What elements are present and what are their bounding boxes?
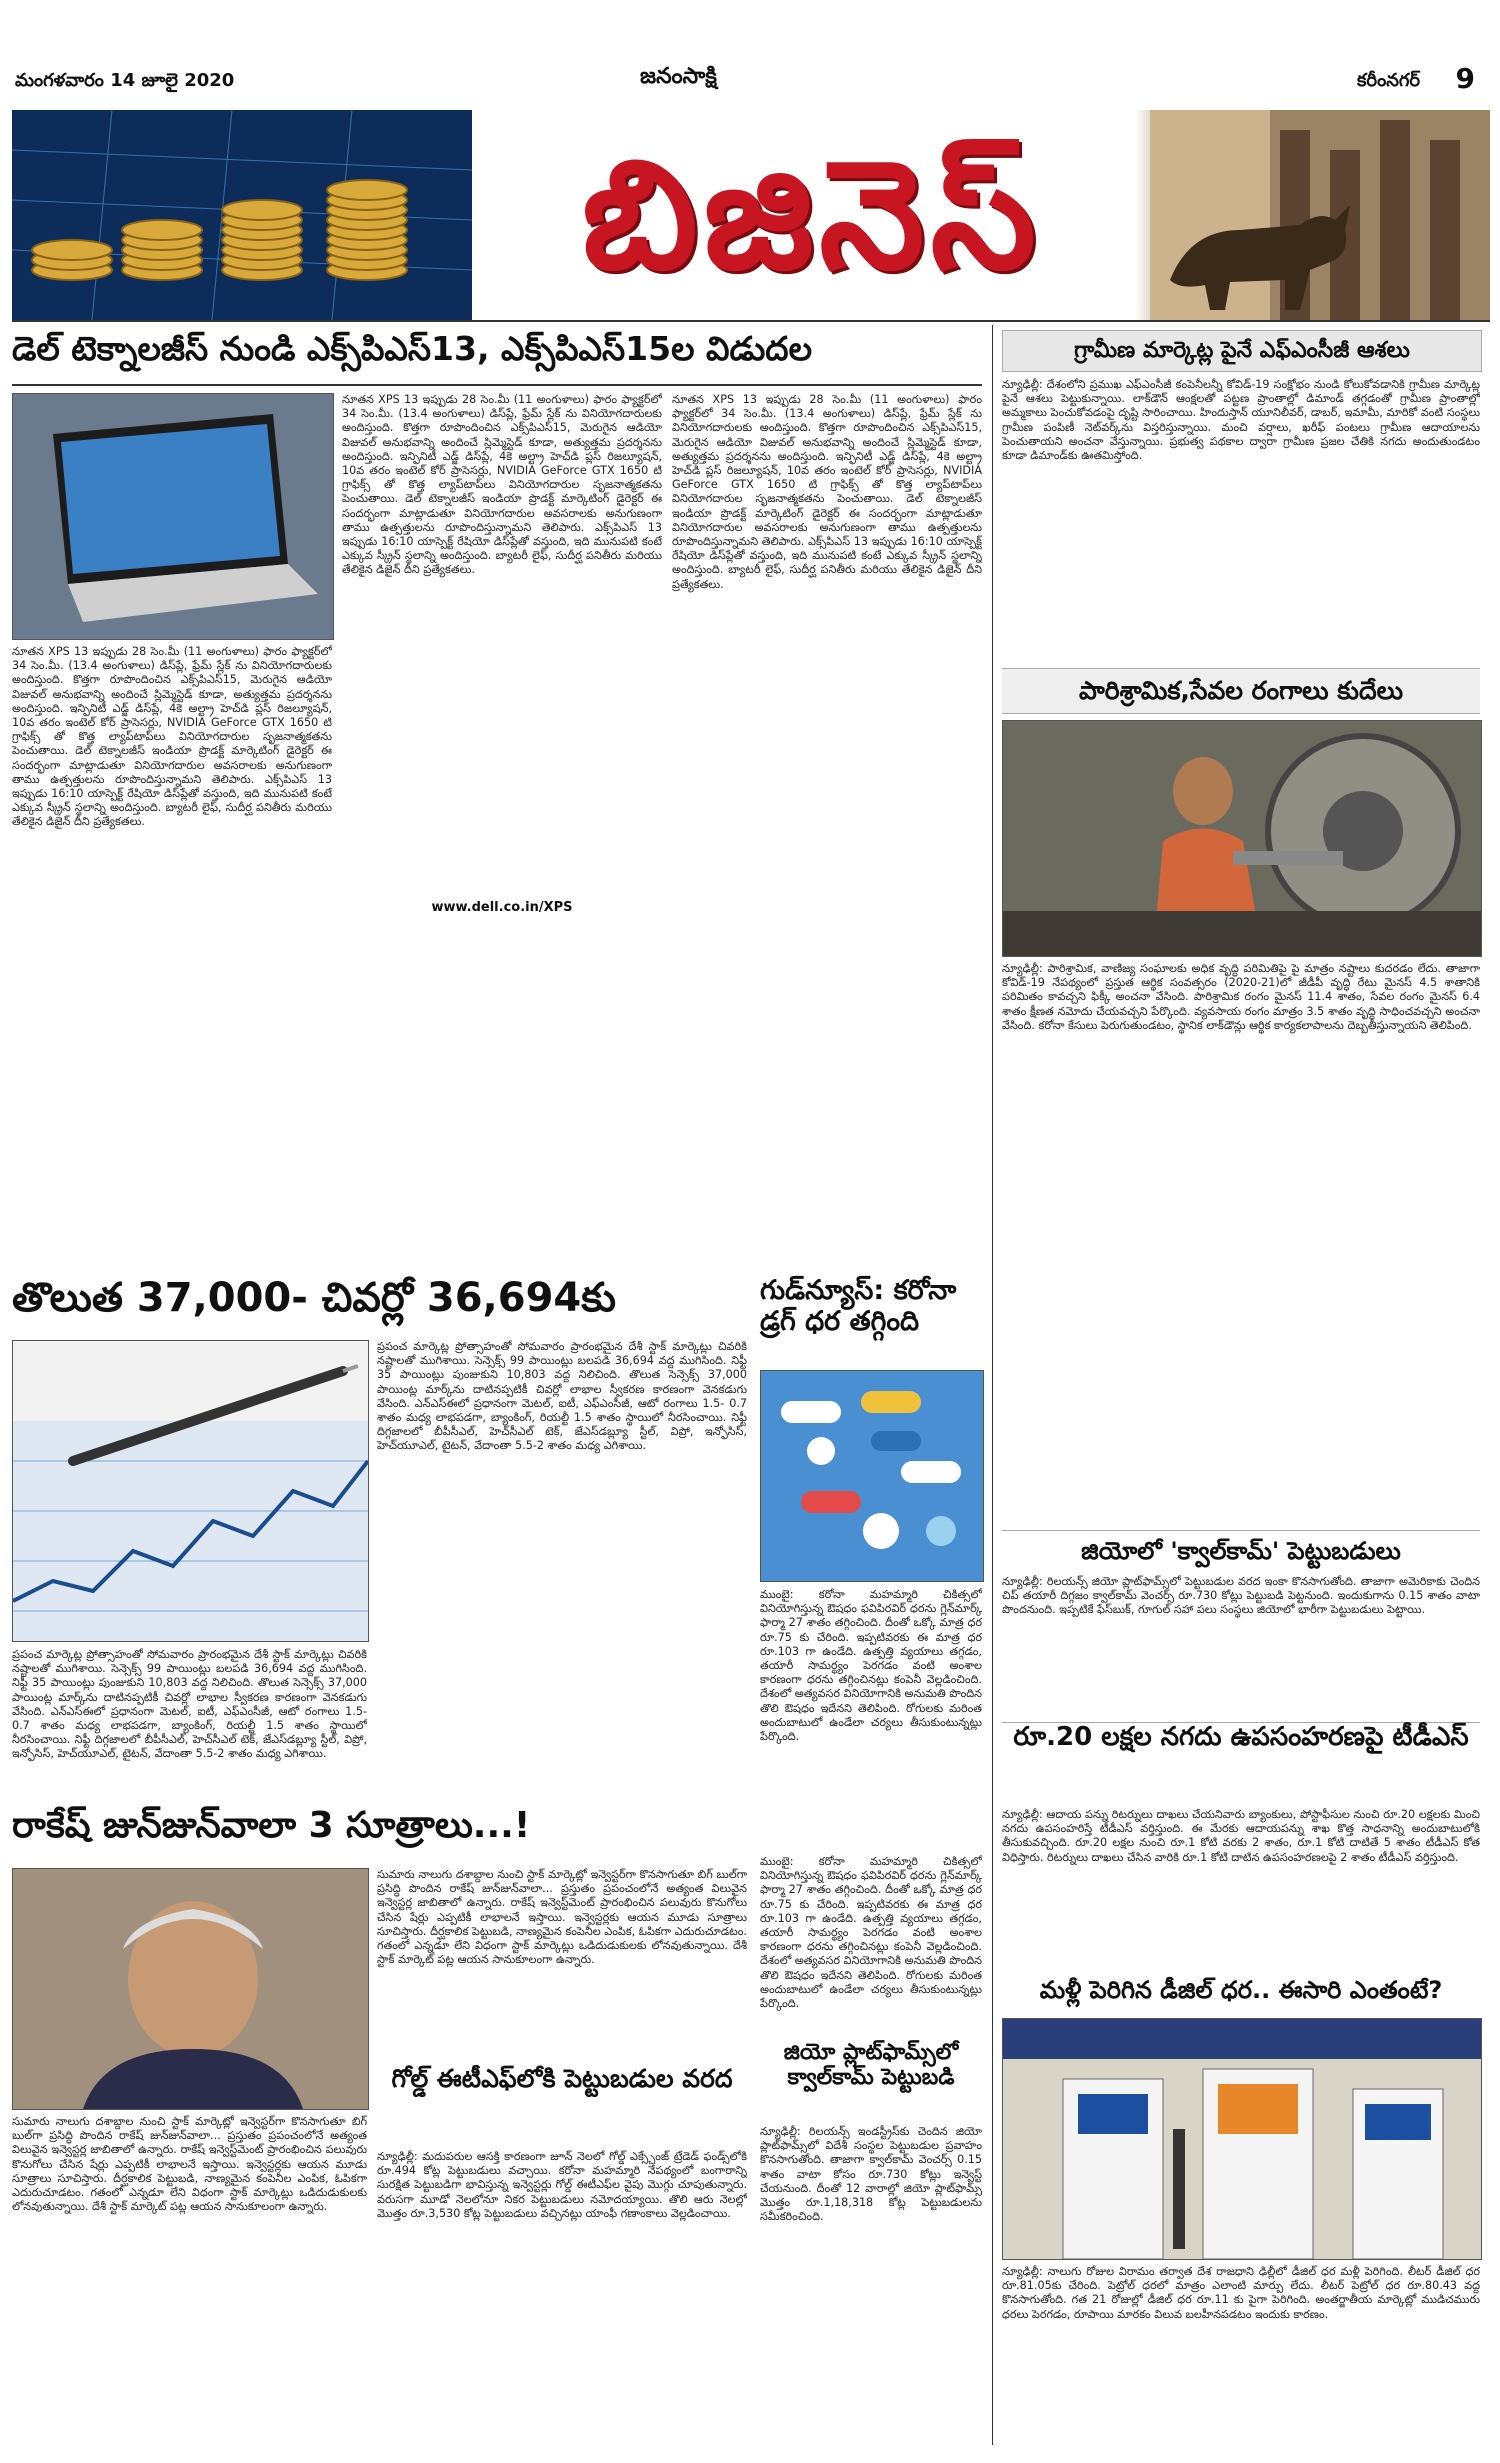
gold-body: న్యూఢిల్లీ: మదుపరుల ఆసక్తి కారణంగా జూన్ నెలలో గోల్డ్ ఎక్స్చేంజ్ ట్రేడెడ్ ఫండ్స్‌లోకి రూ.494 కోట్ల పెట్టుబడులు వచ్చాయి. కరోనా మహమ్మారి నేపథ్యంలో బంగారాన్ని సురక్షిత పెట్టుబడిగా భావిస్తున్న ఇన్వెస్టర్లు గోల్డ్ ఈటీఎఫ్‌ల వైపు మొగ్గు చూపుతున్నారు. వరుసగా మూడో నెలలోనూ నికర పెట్టుబడులు నమోదయ్యాయి. తొలి ఆరు నెలల్లో మొత్తం రూ.3,530 కోట్ల పెట్టుబడులు వచ్చినట్లు యాంఫీ గణాంకాలు వెల్లడించాయి. xyxy=(377,2150,747,2220)
jio-big-body: న్యూఢిల్లీ: రిలయన్స్ జియో ప్లాట్‌ఫామ్స్‌లో పెట్టుబడుల వరద ఇంకా కొనసాగుతోంది. తాజాగా అమెరికాకు చెందిన చిప్ తయారీ దిగ్గజం క్వాల్‌కామ్ వెంచర్స్ రూ.730 కోట్లు పెట్టుబడి పెట్టనుంది. ఇందుకుగాను 0.15 శాతం వాటా పొందనుంది. ఇప్పటికే ఫేస్‌బుక్, గూగుల్ సహా పలు సంస్థలు జియోలో భారీగా పెట్టుబడులు పెట్టాయి. xyxy=(1002,1575,1480,1617)
page-number: 9 xyxy=(1455,62,1475,95)
dell-headline: డెల్ టెక్నాలజీస్ నుండి ఎక్స్‌పిఎస్13, ఎక్స్‌పిఎస్15ల విడుదల xyxy=(12,330,982,386)
pills-image xyxy=(760,1370,984,1582)
bull-statue-image xyxy=(1150,110,1490,320)
gold-coins-image xyxy=(12,110,472,320)
dell-body-col3: నూతన XPS 13 ఇప్పుడు 28 సెం.మీ (11 అంగుళాలు) ఫారం ఫ్యాక్టర్‌లో 34 సెం.మీ. (13.4 అంగుళాలు) డిస్‌ప్లే, ఫ్రేమ్ స్లేక్ ను వినియోగదారులకు అందిస్తుంది. కొత్తగా రూపొందించిన ఎక్స్‌పిఎస్15, మెరుగైన ఆడియో విజువల్ అనుభవాన్ని అందించే స్లిమ్మెస్టెడ్ కూడా, అత్యుత్తమ ప్రదర్శనను అందిస్తుంది. ఇన్ఫినిటీ ఎడ్జ్ డిస్‌ప్లే, 4కె అల్ట్రా హెచ్‌డి ప్లస్ రిజల్యూషన్, 10వ తరం ఇంటెల్ కోర్ ప్రాసెసర్లు, NVIDIA GeForce GTX 1650 టి గ్రాఫిక్స్ తో కొత్త ల్యాప్‌టాప్‌లు వినియోగదారుల సృజనాత్మకతను పెంచుతాయి. డెల్ టెక్నాలజీస్ ఇండియా ప్రొడక్ట్ మార్కెటింగ్ డైరెక్టర్ ఈ సందర్భంగా మాట్లాడుతూ వినియోగదారుల అవసరాలకు అనుగుణంగా తాము ఉత్పత్తులను రూపొందిస్తున్నామని తెలిపారు. ఎక్స్‌పిఎస్ 13 ఇప్పుడు 16:10 యాస్పెక్ట్ రేషియో డిస్‌ప్లేతో వస్తుంది, ఇది మునుపటి కంటే ఎక్కువ స్క్రీన్ స్థలాన్ని అందిస్తుంది. బ్యాటరీ లైఫ్, సుదీర్ఘ పనితీరు మరియు తేలికైన డిజైన్ దీని ప్రత్యేకతలు. xyxy=(672,393,982,591)
market-headline: తొలుత 37,000- చివర్లో 36,694కు xyxy=(12,1275,616,1321)
market-body-col2: ప్రపంచ మార్కెట్ల ప్రోత్సాహంతో సోమవారం ప్రారంభమైన దేశీ స్టాక్ మార్కెట్లు చివరికి నష్టాలతో ముగిశాయి. సెన్సెక్స్ 99 పాయింట్లు బలపడి 36,694 వద్ద ముగిసింది. నిఫ్టీ 35 పాయింట్లు పుంజుకుని 10,803 వద్ద నిలిచింది. తొలుత సెన్సెక్స్ 37,000 పాయింట్ల మార్క్‌ను దాటినప్పటికీ చివర్లో లాభాల స్వీకరణ కారణంగా వెనకడుగు వేసింది. ఎన్‌ఎస్‌ఈలో ప్రధానంగా మెటల్, ఐటీ, ఎఫ్‌ఎంసీజీ, ఆటో రంగాలు 1.5- 0.7 శాతం మధ్య లాభపడగా, బ్యాంకింగ్, రియల్టీ 1.5 శాతం స్థాయిలో నీరసించాయి. నిఫ్టీ దిగ్గజాలలో బీపీసీఎల్, హెచ్‌సీఎల్ టెక్, జేఎస్‌డబ్ల్యూ స్టీల్, విప్రో, ఇన్ఫోసిస్, హెచ్‌యూఎల్, టైటన్, వేదాంతా 5.5-2 శాతం మధ్య ఎగిశాయి. xyxy=(377,1340,747,1453)
tds-body: న్యూఢిల్లీ: ఆదాయ పన్ను రిటర్నులు దాఖలు చేయనివారు బ్యాంకులు, పోస్టాఫీసుల నుంచి రూ.20 లక్షలకు మించి నగదు ఉపసంహరిస్తే టీడీఎస్ వర్తిస్తుంది. ఈ మేరకు ఆదాయపన్ను శాఖ కొత్త సాధనాన్ని అందుబాటులోకి తీసుకువచ్చింది. రూ.20 లక్షల నుంచి రూ.1 కోటి వరకు 2 శాతం, రూ.1 కోటి దాటితే 5 శాతం టీడీఎస్ కోత విధిస్తారు. రిటర్నులు దాఖలు చేసిన వారికి రూ.1 కోటి దాటిన ఉపసంహరణలపై 2 శాతం టీడీఎస్ వర్తిస్తుంది. xyxy=(1002,1808,1480,1864)
section-banner xyxy=(12,110,1490,322)
issue-date: మంగళవారం 14 జూలై 2020 xyxy=(15,70,235,91)
dell-body-col1: నూతన XPS 13 ఇప్పుడు 28 సెం.మీ (11 అంగుళాలు) ఫారం ఫ్యాక్టర్‌లో 34 సెం.మీ. (13.4 అంగుళాలు) డిస్‌ప్లే, ఫ్రేమ్ స్లేక్ ను వినియోగదారులకు అందిస్తుంది. కొత్తగా రూపొందించిన ఎక్స్‌పిఎస్15, మెరుగైన ఆడియో విజువల్ అనుభవాన్ని అందించే స్లిమ్మెస్టెడ్ కూడా, అత్యుత్తమ ప్రదర్శనను అందిస్తుంది. ఇన్ఫినిటీ ఎడ్జ్ డిస్‌ప్లే, 4కె అల్ట్రా హెచ్‌డి ప్లస్ రిజల్యూషన్, 10వ తరం ఇంటెల్ కోర్ ప్రాసెసర్లు, NVIDIA GeForce GTX 1650 టి గ్రాఫిక్స్ తో కొత్త ల్యాప్‌టాప్‌లు వినియోగదారుల సృజనాత్మకతను పెంచుతాయి. డెల్ టెక్నాలజీస్ ఇండియా ప్రొడక్ట్ మార్కెటింగ్ డైరెక్టర్ ఈ సందర్భంగా మాట్లాడుతూ వినియోగదారుల అవసరాలకు అనుగుణంగా తాము ఉత్పత్తులను రూపొందిస్తున్నామని తెలిపారు. ఎక్స్‌పిఎస్ 13 ఇప్పుడు 16:10 యాస్పెక్ట్ రేషియో డిస్‌ప్లేతో వస్తుంది, ఇది మునుపటి కంటే ఎక్కువ స్క్రీన్ స్థలాన్ని అందిస్తుంది. బ్యాటరీ లైఫ్, సుదీర్ఘ పనితీరు మరియు తేలికైన డిజైన్ దీని ప్రత్యేకతలు. xyxy=(12,645,332,829)
factory-worker-image xyxy=(1002,720,1482,957)
rakesh-photo xyxy=(12,1868,369,2110)
section-title: బిజినెస్ xyxy=(582,127,1042,303)
industry-body: న్యూఢిల్లీ: పారిశ్రామిక, వాణిజ్య సంఘాలకు అధిక వృద్ధి పరిమితిపై పై మాత్రం నష్టాలు కుదరడం లేదు. తాజాగా కోవిడ్-19 నేపథ్యంలో ప్రస్తుత ఆర్థిక సంవత్సరం (2020-21)లో జీడీపీ వృద్ధి రేటు మైనస్ 4.5 శాతానికి పరిమితం కావచ్చని ఫిక్కీ అంచనా వేసింది. పారిశ్రామిక రంగం మైనస్ 11.4 శాతం, సేవల రంగం మైనస్ 6.4 శాతం క్షీణత నమోదు చేయవచ్చని పేర్కొంది. వ్యవసాయ రంగం మాత్రం 3.5 శాతం వృద్ధి సాధించవచ్చని అంచనా వేసింది. కరోనా కేసులు పెరుగుతుండటం, స్థానిక లాక్‌డౌన్లు ఆర్థిక కార్యకలాపాలను దెబ్బతీస్తున్నాయని తెలిపింది. xyxy=(1002,962,1480,1032)
dell-body-col2: నూతన XPS 13 ఇప్పుడు 28 సెం.మీ (11 అంగుళాలు) ఫారం ఫ్యాక్టర్‌లో 34 సెం.మీ. (13.4 అంగుళాలు) డిస్‌ప్లే, ఫ్రేమ్ స్లేక్ ను వినియోగదారులకు అందిస్తుంది. కొత్తగా రూపొందించిన ఎక్స్‌పిఎస్15, మెరుగైన ఆడియో విజువల్ అనుభవాన్ని అందించే స్లిమ్మెస్టెడ్ కూడా, అత్యుత్తమ ప్రదర్శనను అందిస్తుంది. ఇన్ఫినిటీ ఎడ్జ్ డిస్‌ప్లే, 4కె అల్ట్రా హెచ్‌డి ప్లస్ రిజల్యూషన్, 10వ తరం ఇంటెల్ కోర్ ప్రాసెసర్లు, NVIDIA GeForce GTX 1650 టి గ్రాఫిక్స్ తో కొత్త ల్యాప్‌టాప్‌లు వినియోగదారుల సృజనాత్మకతను పెంచుతాయి. డెల్ టెక్నాలజీస్ ఇండియా ప్రొడక్ట్ మార్కెటింగ్ డైరెక్టర్ ఈ సందర్భంగా మాట్లాడుతూ వినియోగదారుల అవసరాలకు అనుగుణంగా తాము ఉత్పత్తులను రూపొందిస్తున్నామని తెలిపారు. ఎక్స్‌పిఎస్ 13 ఇప్పుడు 16:10 యాస్పెక్ట్ రేషియో డిస్‌ప్లేతో వస్తుంది, ఇది మునుపటి కంటే ఎక్కువ స్క్రీన్ స్థలాన్ని అందిస్తుంది. బ్యాటరీ లైఫ్, సుదీర్ఘ పనితీరు మరియు తేలికైన డిజైన్ దీని ప్రత్యేకతలు. xyxy=(342,393,662,577)
diesel-body: న్యూఢిల్లీ: నాలుగు రోజుల విరామం తర్వాత దేశ రాజధాని ఢిల్లీలో డీజిల్ ధర మళ్లీ పెరిగింది. లీటర్ డీజిల్ ధర రూ.81.05కు చేరింది. పెట్రోల్ ధరలో మాత్రం ఎలాంటి మార్పు లేదు. లీటర్ పెట్రోల్ ధర రూ.80.43 వద్ద కొనసాగుతోంది. గత 21 రోజుల్లో డీజిల్ ధర రూ.11 కు పైగా పెరిగింది. అంతర్జాతీయ మార్కెట్లో ముడిచమురు ధరలు పెరగడం, రూపాయి మారకం విలువ బలహీనపడటం ఇందుకు కారణం. xyxy=(1002,2265,1480,2321)
column-divider xyxy=(992,325,993,2445)
diesel-headline: మళ్లీ పెరిగిన డీజిల్ ధర.. ఈసారి ఎంతంటే? xyxy=(1039,1976,1443,2004)
industry-headline: పారిశ్రామిక,సేవల రంగాలు కుదేలు xyxy=(1002,668,1480,714)
tds-headline: రూ.20 లక్షల నగదు ఉపసంహరణపై టీడీఎస్ xyxy=(1002,1722,1480,1803)
newspaper-name: జనంసాక్షి xyxy=(640,64,717,89)
rakesh-body-col1: సుమారు నాలుగు దశాబ్దాల నుంచి స్టాక్ మార్కెట్లో ఇన్వెస్టర్‌గా కొనసాగుతూ బిగ్ బుల్‌గా ప్రసిద్ధి పొందిన రాకేష్ జున్‌జున్‌వాలా... ప్రస్తుతం ప్రపంచంలోనే అత్యంత విలువైన ఇన్వెస్టర్ల జాబితాలో ఉన్నారు. రాకేష్ ఇన్వెస్ట్‌మెంట్ ప్రారంభించిన పలువురు కొనుగోలు చేసిన షేర్లు ఎప్పటికీ లాభాలనే ఇస్తాయి. ఇన్వెస్టర్లకు ఆయన మూడు సూత్రాలు సూచిస్తారు. దీర్ఘకాలిక పెట్టుబడి, నాణ్యమైన కంపెనీల ఎంపిక, ఓపికగా ఎదురుచూడటం. గతంలో ఎన్నడూ లేని విధంగా స్టాక్ మార్కెట్లు ఒడిదుడుకులకు లోనవుతున్నాయి. దేశీ స్టాక్ మార్కెట్ పట్ల ఆయన సానుకూలంగా ఉన్నారు. xyxy=(12,2115,367,2214)
jio-small-headline: జియో ప్లాట్‌ఫామ్స్‌లో క్వాల్‌కామ్ పెట్టుబడి xyxy=(783,2040,959,2091)
rural-body: న్యూఢిల్లీ: దేశంలోని ప్రముఖ ఎఫ్‌ఎంసీజీ కంపెనీలన్నీ కోవిడ్-19 సంక్షోభం నుండి కోలుకోవడానికి గ్రామీణ మార్కెట్ల పైనే ఆశలు పెట్టుకున్నాయి. లాక్‌డౌన్ ఆంక్షలతో పట్టణ ప్రాంతాల్లో డిమాండ్ తగ్గడంతో గ్రామీణ ప్రాంతాల్లో అమ్మకాలు పెంచుకోవడంపై దృష్టి సారించాయి. హిందుస్తాన్ యూనిలీవర్, డాబర్, ఇమామీ, మారికో వంటి సంస్థలు గ్రామీణ పంపిణీ నెట్‌వర్క్‌ను విస్తరిస్తున్నాయి. మంచి వర్షాలు, ఖరీఫ్ పంటలు గ్రామీణ ఆదాయాలను పెంచుతాయని అంచనా వేస్తున్నాయి. ప్రభుత్వ పథకాల ద్వారా గ్రామీణ ప్రజల చేతికి నగదు అందుతుండటం కూడా డిమాండ్‌కు ఊతమిస్తోంది. xyxy=(1002,378,1480,463)
market-body-col1: ప్రపంచ మార్కెట్ల ప్రోత్సాహంతో సోమవారం ప్రారంభమైన దేశీ స్టాక్ మార్కెట్లు చివరికి నష్టాలతో ముగిశాయి. సెన్సెక్స్ 99 పాయింట్లు బలపడి 36,694 వద్ద ముగిసింది. నిఫ్టీ 35 పాయింట్లు పుంజుకుని 10,803 వద్ద నిలిచింది. తొలుత సెన్సెక్స్ 37,000 పాయింట్ల మార్క్‌ను దాటినప్పటికీ చివర్లో లాభాల స్వీకరణ కారణంగా వెనకడుగు వేసింది. ఎన్‌ఎస్‌ఈలో ప్రధానంగా మెటల్, ఐటీ, ఎఫ్‌ఎంసీజీ, ఆటో రంగాలు 1.5- 0.7 శాతం మధ్య లాభపడగా, బ్యాంకింగ్, రియల్టీ 1.5 శాతం స్థాయిలో నీరసించాయి. నిఫ్టీ దిగ్గజాలలో బీపీసీఎల్, హెచ్‌సీఎల్ టెక్, జేఎస్‌డబ్ల్యూ స్టీల్, విప్రో, ఇన్ఫోసిస్, హెచ్‌యూఎల్, టైటన్, వేదాంతా 5.5-2 శాతం మధ్య ఎగిశాయి. xyxy=(12,1648,367,1761)
fuel-pump-image xyxy=(1002,2018,1482,2260)
covid-body-cont: ముంబై: కరోనా మహమ్మారి చికిత్సలో వినియోగిస్తున్న ఔషధం ఫవిపిరవిర్ ధరను గ్లెన్‌మార్క్ ఫార్మా 27 శాతం తగ్గించింది. దీంతో ఒక్కో మాత్ర ధర రూ.75 కు చేరింది. ఇప్పటివరకు ఈ మాత్ర ధర రూ.103 గా ఉండేది. ఉత్పత్తి వ్యయాలు తగ్గడం, తయారీ సామర్థ్యం పెరగడం వంటి అంశాల కారణంగా ధరను తగ్గించినట్లు కంపెనీ వెల్లడించింది. దేశంలో అత్యవసర వినియోగానికి అనుమతి పొందిన తొలి ఔషధం ఇదేనని తెలిపింది. రోగులకు మరింత అందుబాటులో ఉండేలా చర్యలు తీసుకుంటున్నట్లు పేర్కొంది. xyxy=(760,1855,982,2011)
covid-headline: గుడ్‌న్యూస్: కరోనా డ్రగ్ ధర తగ్గింది xyxy=(760,1275,957,1338)
stock-chart-image xyxy=(12,1340,369,1642)
laptop-image xyxy=(12,393,334,640)
rakesh-body-col2: సుమారు నాలుగు దశాబ్దాల నుంచి స్టాక్ మార్కెట్లో ఇన్వెస్టర్‌గా కొనసాగుతూ బిగ్ బుల్‌గా ప్రసిద్ధి పొందిన రాకేష్ జున్‌జున్‌వాలా... ప్రస్తుతం ప్రపంచంలోనే అత్యంత విలువైన ఇన్వెస్టర్ల జాబితాలో ఉన్నారు. రాకేష్ ఇన్వెస్ట్‌మెంట్ ప్రారంభించిన పలువురు కొనుగోలు చేసిన షేర్లు ఎప్పటికీ లాభాలనే ఇస్తాయి. ఇన్వెస్టర్లకు ఆయన మూడు సూత్రాలు సూచిస్తారు. దీర్ఘకాలిక పెట్టుబడి, నాణ్యమైన కంపెనీల ఎంపిక, ఓపికగా ఎదురుచూడటం. గతంలో ఎన్నడూ లేని విధంగా స్టాక్ మార్కెట్లు ఒడిదుడుకులకు లోనవుతున్నాయి. దేశీ స్టాక్ మార్కెట్ పట్ల ఆయన సానుకూలంగా ఉన్నారు. xyxy=(377,1868,747,1967)
dell-url: www.dell.co.in/XPS xyxy=(342,900,662,915)
edition-place: కరీంనగర్ xyxy=(1357,70,1420,91)
jio-big-headline: జియోలో 'క్వాల్‌కామ్' పెట్టుబడులు xyxy=(1002,1530,1480,1571)
rakesh-headline: రాకేష్ జున్‌జున్‌వాలా 3 సూత్రాలు...! xyxy=(12,1805,531,1846)
jio-small-body: న్యూఢిల్లీ: రిలయన్స్ ఇండస్ట్రీస్‌కు చెందిన జియో ప్లాట్‌ఫామ్స్‌లో విదేశీ సంస్థల పెట్టుబడుల ప్రవాహం కొనసాగుతోంది. తాజాగా క్వాల్‌కామ్ వెంచర్స్ 0.15 శాతం వాటా కోసం రూ.730 కోట్లు ఇన్వెస్ట్ చేయనుంది. దీంతో 12 వారాల్లో జియో ప్లాట్‌ఫామ్స్ మొత్తం రూ.1,18,318 కోట్ల పెట్టుబడులను సమీకరించింది. xyxy=(760,2125,982,2224)
covid-body: ముంబై: కరోనా మహమ్మారి చికిత్సలో వినియోగిస్తున్న ఔషధం ఫవిపిరవిర్ ధరను గ్లెన్‌మార్క్ ఫార్మా 27 శాతం తగ్గించింది. దీంతో ఒక్కో మాత్ర ధర రూ.75 కు చేరింది. ఇప్పటివరకు ఈ మాత్ర ధర రూ.103 గా ఉండేది. ఉత్పత్తి వ్యయాలు తగ్గడం, తయారీ సామర్థ్యం పెరగడం వంటి అంశాల కారణంగా ధరను తగ్గించినట్లు కంపెనీ వెల్లడించింది. దేశంలో అత్యవసర వినియోగానికి అనుమతి పొందిన తొలి ఔషధం ఇదేనని తెలిపింది. రోగులకు మరింత అందుబాటులో ఉండేలా చర్యలు తీసుకుంటున్నట్లు పేర్కొంది. xyxy=(760,1588,982,1744)
gold-headline: గోల్డ్ ఈటీఎఫ్‌లోకి పెట్టుబడుల వరద xyxy=(391,2064,733,2093)
rural-headline: గ్రామీణ మార్కెట్ల పైనే ఎఫ్‌ఎంసీజీ ఆశలు xyxy=(1002,330,1482,372)
